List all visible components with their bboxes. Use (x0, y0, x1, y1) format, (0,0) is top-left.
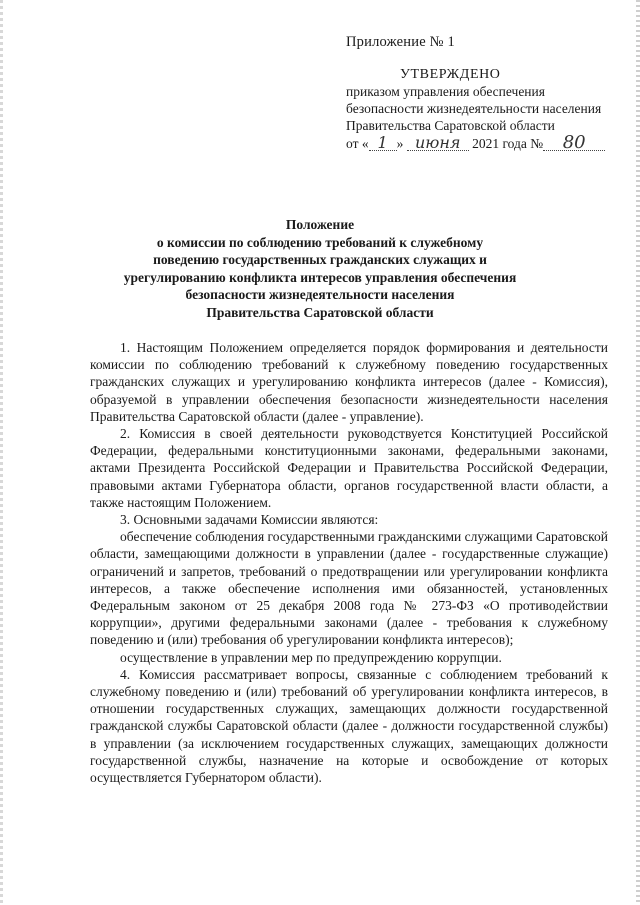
paragraph-3: 3. Основными задачами Комиссии являются: (120, 512, 379, 528)
scan-edge-right (636, 0, 640, 905)
appendix-label: Приложение № 1 (346, 34, 455, 50)
paragraph-4: 4. Комиссия рассматривает вопросы, связанные с соблюдением требований к служебному поведению и (или) требований об урегулировании конфликта интересов, в отношении государственных служащих, замещающих должности государственной гражданской службы Саратовской области (далее - должности государственной службы) в управлении (за исключением государственных служащих, замещающих должности государственной службы, назначение на которые и освобождение от которых осуществляется Губернатором области). (90, 666, 608, 786)
approval-block (346, 66, 616, 152)
date-mid: » (396, 136, 404, 151)
paragraph-3-item-2: осуществление в управлении мер по предупреждению коррупции. (120, 649, 502, 665)
date-prefix: от « (346, 136, 369, 151)
document-title (90, 216, 550, 321)
paragraph-3-item-1: обеспечение соблюдения государственными гражданскими служащими Саратовской области, замещающими должности в управлении (далее - государственные служащие) ограничений и запретов, требований о предотвращении или урегулировании конфликта интересов, а также обеспечение исполнения ими обязанностей, установленных Федеральным законом от 25 декабря 2008 года № 273-ФЗ «О противодействии коррупции», другими федеральными законами (далее - требования к служебному поведению и (или) требования об урегулировании конфликта интересов); (90, 529, 608, 648)
approval-date-line (346, 132, 616, 153)
approved-word: УТВЕРЖДЕНО (400, 67, 501, 82)
approval-order-text: приказом управления обеспечения безопасности жизнедеятельности населения Правительства Саратовской области (346, 84, 602, 133)
document-body (90, 339, 608, 786)
paragraph-1: 1. Настоящим Положением определяется порядок формирования и деятельности комиссии по соблюдению требований к служебному поведению государственных гражданских служащих и урегулированию конфликта интересов (далее - Комиссия), образуемой в управлении обеспечения безопасности жизнедеятельности населения Правительства Саратовской области (далее - управление). (90, 340, 608, 424)
title-line: безопасности жизнедеятельности населения (185, 287, 455, 302)
title-line: урегулированию конфликта интересов управления обеспечения (123, 269, 517, 285)
paragraph-2: 2. Комиссия в своей деятельности руководствуется Конституцией Российской Федерации, федеральными конституционными законами, федеральными законами, актами Президента Российской Федерации и Правительства Российской Федерации, правовыми актами Губернатора области, органов государственной власти области, а также настоящим Положением. (90, 426, 608, 510)
date-year-text: 2021 года № (472, 136, 544, 151)
title-line: Правительства Саратовской области (206, 304, 434, 320)
order-number-handwritten: 80 (543, 135, 605, 151)
title-line: Положение (285, 217, 355, 232)
title-line: поведению государственных гражданских служащих и (153, 252, 487, 267)
scan-edge-left (0, 0, 3, 905)
title-line: о комиссии по соблюдению требований к служебному (156, 234, 484, 250)
date-day-handwritten: 1 (369, 135, 397, 151)
date-month-handwritten: июня (407, 135, 469, 151)
